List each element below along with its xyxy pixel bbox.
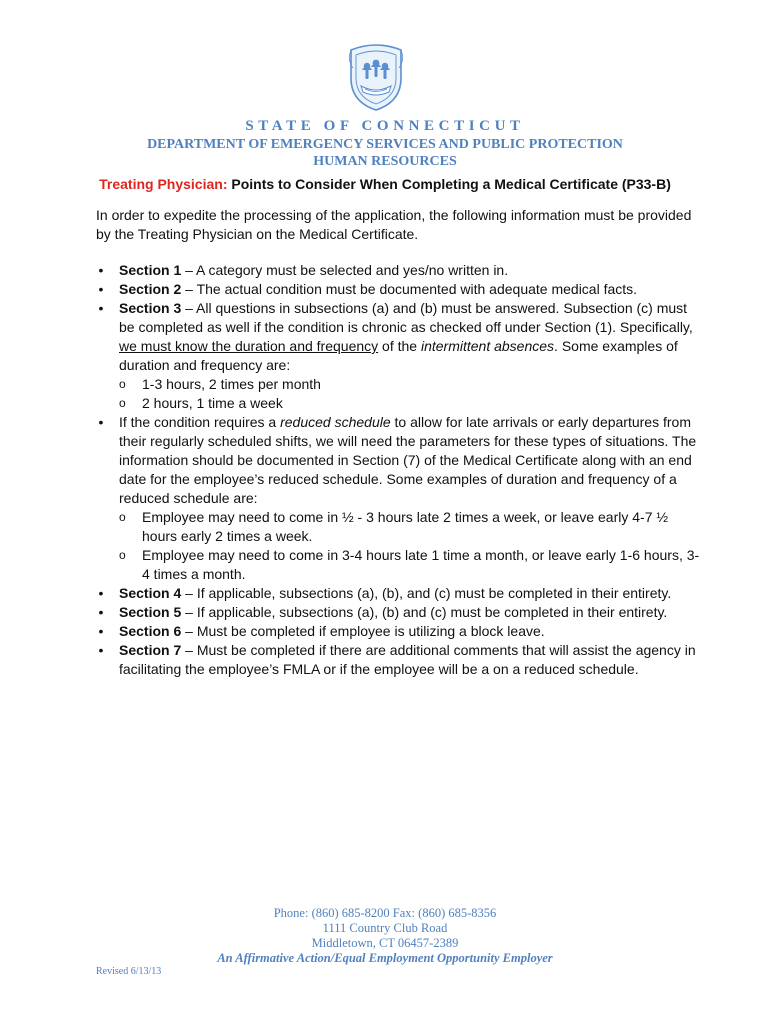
division-name: HUMAN RESOURCES — [313, 154, 457, 169]
italic-text: intermittent absences — [420, 338, 555, 354]
section-text: – All questions in subsections (a) and (b) must be answered. Subsection (c) must be completed as well if the condition is chronic as checked off under Section (1). Specifically, — [119, 300, 693, 335]
section-label: Section 6 — [119, 623, 182, 639]
heading-highlight: Treating Physician: — [99, 176, 228, 192]
bullet-icon: • — [98, 281, 104, 297]
circle-bullet-icon: o — [119, 377, 126, 391]
department-header — [0, 136, 770, 170]
italic-text: reduced schedule — [280, 414, 391, 430]
example-text: Employee may need to come in ½ - 3 hours late 2 times a week, or leave early 4-7 ½ hours early 2 times a week. — [142, 509, 669, 544]
list-item-section-7 — [96, 641, 706, 679]
example-text: 2 hours, 1 time a week — [142, 395, 283, 411]
section-text: – Must be completed if there are additional comments that will assist the agency in facilitating the employee’s FMLA or if the employee will be a on a reduced schedule. — [119, 642, 696, 677]
example-item — [96, 546, 706, 584]
phone-fax: Phone: (860) 685-8200 Fax: (860) 685-8356 — [273, 906, 497, 920]
list-item-section-6 — [96, 622, 706, 641]
section-text: of the — [378, 338, 421, 354]
section-label: Section 3 — [119, 300, 182, 316]
section-text: to allow for late arrivals or early departures from their regularly scheduled shifts, we will need the parameters for these types of situations. The information should be documented in Section (7) of the Medical Certificate along with an end date for the employee’s reduced schedule. Some examples of duration and frequency of a reduced schedule are: — [119, 414, 697, 506]
list-item-section-5 — [96, 603, 706, 622]
department-name: DEPARTMENT OF EMERGENCY SERVICES AND PUBLIC PROTECTION — [147, 137, 623, 152]
list-item-reduced-schedule — [96, 413, 706, 508]
bullet-icon: • — [98, 414, 104, 430]
bullet-icon: • — [98, 604, 104, 620]
bullet-icon: • — [98, 623, 104, 639]
circle-bullet-icon: o — [119, 548, 126, 562]
section-text: – If applicable, subsections (a), (b) and (c) must be completed in their entirety. — [181, 604, 668, 620]
section-text: – If applicable, subsections (a), (b), and (c) must be completed in their entirety. — [181, 585, 672, 601]
circle-bullet-icon: o — [119, 510, 126, 524]
list-item-section-4 — [96, 584, 706, 603]
section-text: . Some examples of duration and frequency are: — [119, 338, 678, 373]
circle-bullet-icon: o — [119, 396, 126, 410]
list-item-section-2 — [96, 280, 706, 299]
section-text: – A category must be selected and yes/no written in. — [181, 262, 509, 278]
state-title: STATE OF CONNECTICUT — [245, 118, 525, 134]
example-item — [96, 375, 706, 394]
section-text: – Must be completed if employee is utilizing a block leave. — [181, 623, 545, 639]
example-item — [96, 508, 706, 546]
example-text: 1-3 hours, 2 times per month — [142, 376, 321, 392]
document-heading — [0, 176, 770, 192]
street-address: 1111 Country Club Road — [322, 921, 448, 935]
section-label: Section 4 — [119, 585, 182, 601]
list-item-section-3 — [96, 299, 706, 375]
contact-footer — [0, 906, 770, 966]
section-label: Section 2 — [119, 281, 182, 297]
intro-paragraph: In order to expedite the processing of the application, the following information must be provided by the Treating Physician on the Medical Certificate. — [96, 207, 692, 242]
example-text: Employee may need to come in 3-4 hours late 1 time a month, or leave early 1-6 hours, 3-4 times a month. — [142, 547, 700, 582]
revised-date: Revised 6/13/13 — [96, 966, 162, 977]
bullet-icon: • — [98, 642, 104, 658]
underlined-text: we must know the duration and frequency — [119, 338, 379, 354]
section-text: – The actual condition must be documented with adequate medical facts. — [181, 281, 638, 297]
bullet-icon: • — [98, 585, 104, 601]
list-item-section-1 — [96, 261, 706, 280]
eoe-statement: An Affirmative Action/Equal Employment Opportunity Employer — [217, 951, 553, 965]
heading-rest: Points to Consider When Completing a Medical Certificate (P33-B) — [227, 176, 671, 192]
example-item — [96, 394, 706, 413]
section-label: Section 1 — [119, 262, 182, 278]
bullet-icon: • — [98, 262, 104, 278]
section-label: Section 5 — [119, 604, 182, 620]
bullet-icon: • — [98, 300, 104, 316]
section-text: If the condition requires a — [119, 414, 281, 430]
instruction-list — [96, 261, 706, 679]
city-address: Middletown, CT 06457-2389 — [311, 936, 459, 950]
connecticut-state-seal-icon — [343, 42, 409, 112]
section-label: Section 7 — [119, 642, 182, 658]
